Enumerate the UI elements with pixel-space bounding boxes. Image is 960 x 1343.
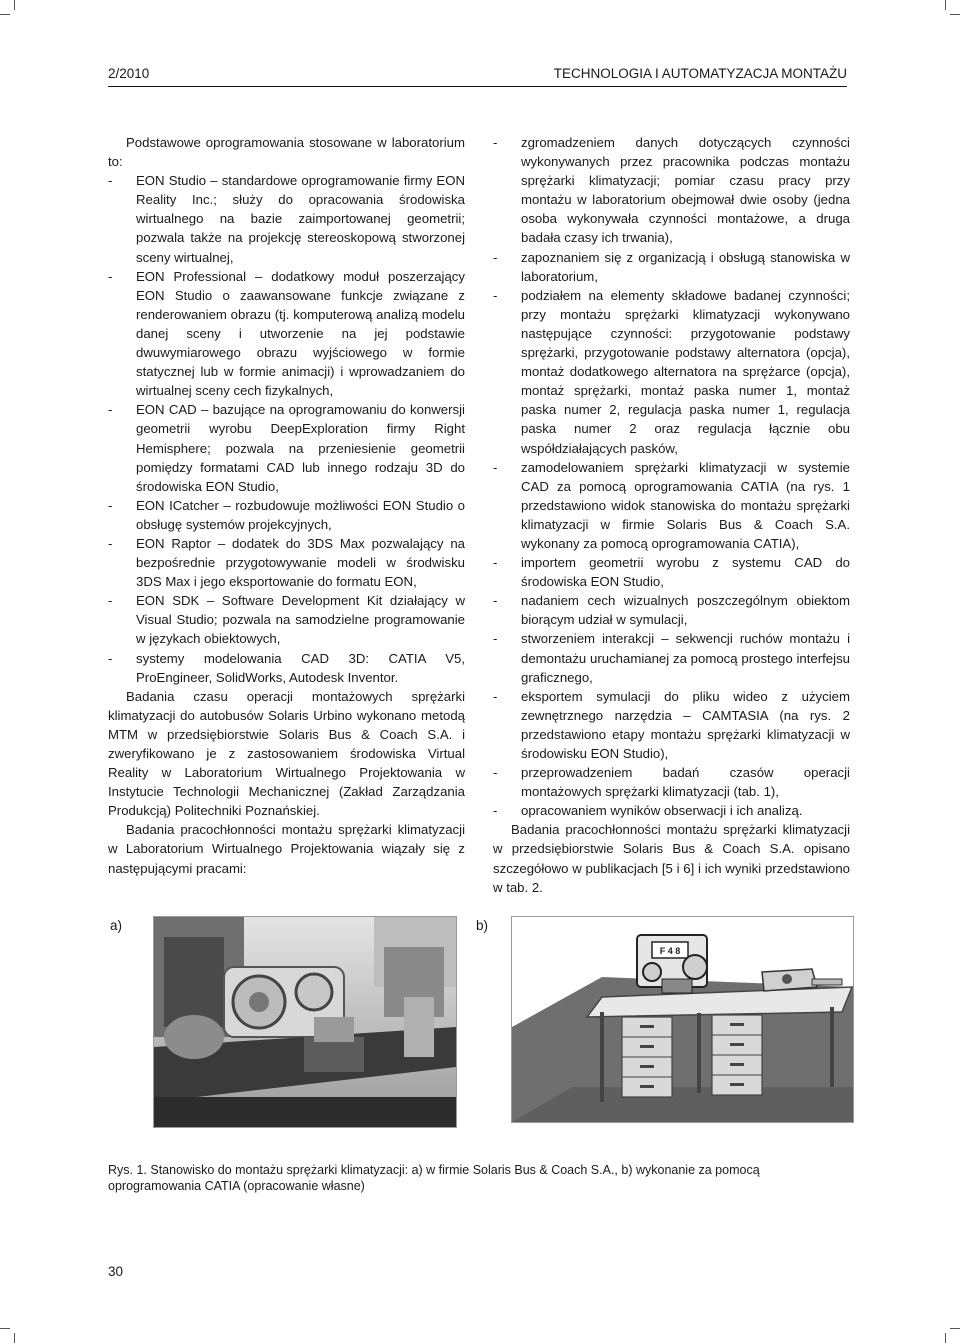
intro-paragraph: Podstawowe oprogramowania stosowane w laboratorium to: bbox=[108, 135, 465, 170]
body-paragraph: Badania pracochłonności montażu sprężarki klimatyzacji w Laboratorium Wirtualnego Projektowania wiązały się z następującymi pracami: bbox=[108, 822, 465, 876]
list-item: - zapoznaniem się z organizacją i obsługą stanowiska w laboratorium, bbox=[493, 248, 850, 286]
crop-mark bbox=[14, 0, 15, 10]
list-item: - systemy modelowania CAD 3D: CATIA V5, ProEngineer, SolidWorks, Autodesk Inventor. bbox=[108, 649, 465, 687]
page-number: 30 bbox=[108, 1264, 124, 1279]
list-item: - zgromadzeniem danych dotyczących czynności wykonywanych przez pracownika podczas montażu sprężarki klimatyzacji; pomiar czasu pracy przy montażu w laboratorium obejmował dwie osoby (jedna osoba wykonywała czynności montażowe, a druga badała czasy ich trwania), bbox=[493, 133, 850, 248]
workshop-photo-illustration bbox=[154, 917, 456, 1127]
figure-label-a: a) bbox=[110, 918, 123, 933]
running-header bbox=[108, 66, 847, 86]
crop-mark bbox=[950, 14, 960, 15]
list-item: - EON Raptor – dodatek do 3DS Max pozwalający na bezpośrednie przygotowywanie modeli w środwisku 3DS Max i jego eksportowanie do formatu EON, bbox=[108, 534, 465, 591]
list-item: - zamodelowaniem sprężarki klimatyzacji w systemie CAD za pomocą oprogramowania CATIA (na rys. 1 przedstawiono widok stanowiska do montażu sprężarki klimatyzacji w firmie Solaris Bus & Coach S.A. wykonany za pomocą oprogramowania CATIA), bbox=[493, 458, 850, 553]
crop-mark bbox=[945, 1333, 946, 1343]
list-item: - podziałem na elementy składowe badanej czynności; przy montażu sprężarki klimatyzacji wykonywano następujące czynności: przygotowanie podstawy sprężarki, przygotowanie podstawy alternatora (opcja), montaż dodatkowego alternatora na sprężarce (opcja), montaż sprężarki, montaż paska numer 1, montaż paska numer 2, regulacja paska numer 1, regulacja paska numer 2 oraz regulacja łącznie obu współdziałających pasków, bbox=[493, 286, 850, 458]
list-item: - stworzeniem interakcji – sekwencji ruchów montażu i demontażu uruchamianej za pomocą prostego interfejsu graficznego, bbox=[493, 629, 850, 686]
crop-mark bbox=[950, 1328, 960, 1329]
header-rule bbox=[108, 86, 847, 87]
list-item: - eksportem symulacji do pliku wideo z użyciem zewnętrznego narzędzia – CAMTASIA (na rys. 2 przedstawiono etapy montażu sprężarki klimatyzacji w środowisku EON Studio), bbox=[493, 687, 850, 763]
list-item: - przeprowadzeniem badań czasów operacji montażowych sprężarki klimatyzacji (tab. 1), bbox=[493, 763, 850, 801]
list-item: - EON ICatcher – rozbudowuje możliwości EON Studio o obsługę systemów projekcyjnych, bbox=[108, 496, 465, 534]
software-list bbox=[108, 171, 465, 687]
catia-rendering bbox=[511, 916, 854, 1123]
catia-rendering-illustration bbox=[512, 917, 853, 1122]
crop-mark bbox=[14, 1333, 15, 1343]
list-item: - EON Studio – standardowe oprogramowanie firmy EON Reality Inc.; służy do opracowania środowiska wirtualnego na bazie zaimportowanej geometrii; pozwala także na projekcję stereoskopową stworzonej sceny wirtualnej, bbox=[108, 171, 465, 266]
list-item: - EON SDK – Software Development Kit działający w Visual Studio; pozwala na samodzielne programowanie w językach obiektowych, bbox=[108, 591, 465, 648]
figure-caption: Rys. 1. Stanowisko do montażu sprężarki klimatyzacji: a) w firmie Solaris Bus & Coach S.A., b) wykonanie za pomocą oprogramowania CATIA (opracowanie własne) bbox=[108, 1163, 760, 1193]
list-item: - EON Professional – dodatkowy moduł poszerzający EON Studio o zaawansowane funkcje związane z renderowaniem obrazu (tj. komputerową analizą modelu danej sceny i utworzenie na jej podstawie dwuwymiarowego obrazu wyjściowego w formie statycznej lub w formie animacji) i wprowadzaniem do wirtualnej sceny cech fizykalnych, bbox=[108, 267, 465, 401]
tasks-list bbox=[493, 133, 850, 820]
list-item: - EON CAD – bazujące na oprogramowaniu do konwersji geometrii wyrobu DeepExploration firmy Right Hemisphere; pozwala na przeniesienie geometrii pomiędzy formatami CAD lub innego rodzaju 3D do środowiska EON Studio, bbox=[108, 400, 465, 495]
list-item: - nadaniem cech wizualnych poszczególnym obiektom biorącym udział w symulacji, bbox=[493, 591, 850, 629]
body-paragraph: Badania czasu operacji montażowych sprężarki klimatyzacji do autobusów Solaris Urbino wykonano metodą MTM w przedsiębiorstwie Solaris Bus & Coach S.A. i zweryfikowano je z zastosowaniem środowiska Virtual Reality w Laboratorium Wirtualnego Projektowania w Instytucie Technologii Mechanicznej (Zakład Zarządzania Produkcją) Politechniki Poznańskiej. bbox=[108, 688, 465, 819]
list-item: - opracowaniem wyników obserwacji i ich analizą. bbox=[493, 801, 850, 820]
engine-plate-label: F 4 8 bbox=[659, 946, 681, 956]
body-paragraph: Badania pracochłonności montażu sprężarki klimatyzacji w przedsiębiorstwie Solaris Bus & Coach S.A. opisano szczegółowo w publikacjach [5 i 6] i ich wyniki przedstawiono w tab. 2. bbox=[493, 822, 850, 895]
right-column bbox=[493, 133, 850, 897]
left-column bbox=[108, 133, 465, 878]
crop-mark bbox=[945, 0, 946, 10]
crop-mark bbox=[0, 14, 10, 15]
workshop-photo bbox=[153, 916, 457, 1128]
list-item: - importem geometrii wyrobu z systemu CAD do środowiska EON Studio, bbox=[493, 553, 850, 591]
crop-mark bbox=[0, 1328, 10, 1329]
journal-title: TECHNOLOGIA I AUTOMATYZACJA MONTAŻU bbox=[553, 66, 847, 81]
figure-label-b: b) bbox=[476, 918, 489, 933]
issue-number: 2/2010 bbox=[108, 66, 150, 81]
